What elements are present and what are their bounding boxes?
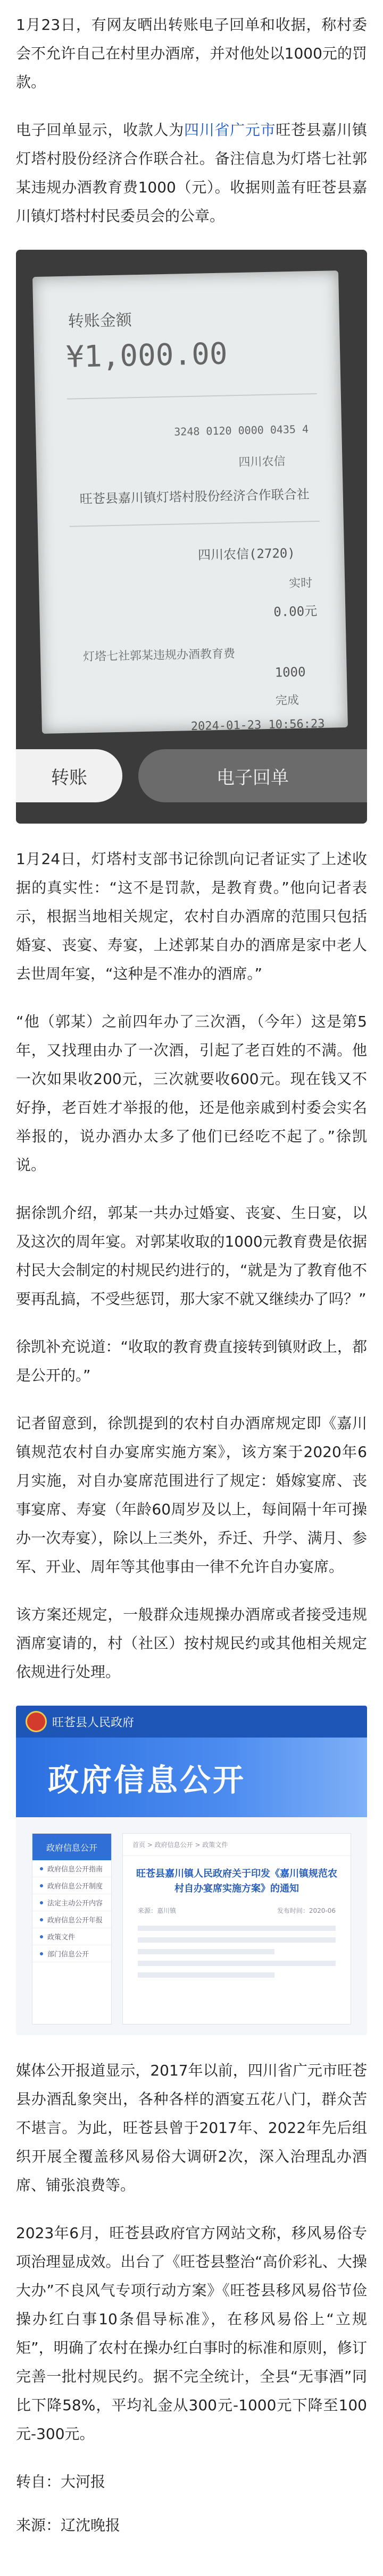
text-placeholder-bar xyxy=(138,1961,336,1966)
divider xyxy=(67,393,317,400)
text-placeholder-bar xyxy=(138,1937,336,1943)
text-placeholder-bar xyxy=(138,1926,336,1931)
receipt-paper xyxy=(32,270,348,734)
payer-bank: 四川农信(2720) xyxy=(197,545,296,563)
source-repost: 转自：大河报 xyxy=(16,2473,106,2490)
fee-value: 0.00元 xyxy=(273,604,318,620)
amount-label: 转账金额 xyxy=(68,311,132,331)
paragraph-9: 媒体公开报道显示，2017年以前，四川省广元市旺苍县办酒乱象突出，各种各样的酒宴五花八门，群众苦不堪言。为此，旺苍县曾于2017年、2022年先后组织开展全覆盖移风易俗大调研2次，深入治理乱办酒席、铺张浪费等。 xyxy=(16,2062,367,2194)
paragraph-1: 1月23日，有网友晒出转账电子回单和收据，称村委会不允许自己在村里办酒席，并对他处以1000元的罚款。 xyxy=(16,16,367,91)
gov-banner xyxy=(16,1738,367,1817)
text-placeholder-bar xyxy=(138,1972,274,1978)
gov-header xyxy=(16,1706,367,1738)
sidebar-item[interactable]: 政府信息公开年报 xyxy=(32,1911,111,1928)
memo-text: 灯塔七社郭某违规办酒教育费 xyxy=(82,647,236,664)
amount-value: ¥1,000.00 xyxy=(65,336,228,375)
sidebar-heading: 政府信息公开 xyxy=(32,1834,111,1860)
divider xyxy=(70,521,320,527)
memo-amount: 1000 xyxy=(274,664,306,680)
paragraph-8: 该方案还规定，一般群众违规操办酒席或者接受违规酒席宴请的，村（社区）按村规民约或其他相关规定依规进行处理。 xyxy=(16,1606,367,1681)
document-date: 发布时间：2020-06 xyxy=(277,1907,336,1914)
paragraph-5: 据徐凯介绍，郭某一共办过婚宴、丧宴、生日宴，以及这次的周年宴。对郭某收取的1000元教育费是依据村民大会制定的村规民约进行的，“就是为了教育他不要再乱搞，不受些惩罚，那大家不就又继续办了吗？” xyxy=(16,1204,367,1308)
gov-site-name: 旺苍县人民政府 xyxy=(52,1716,135,1730)
sidebar-item[interactable]: 部门信息公开 xyxy=(32,1945,111,1962)
paragraph-2-part-a: 电子回单显示，收款人为 xyxy=(16,121,184,139)
gov-sidebar xyxy=(32,1833,112,2024)
document-title: 旺苍县嘉川镇人民政府关于印发《嘉川镇规范农村自办宴席实施方案》的通知 xyxy=(136,1868,337,1894)
banner-title: 政府信息公开 xyxy=(48,1762,246,1798)
sidebar-item[interactable]: 政府信息公开指南 xyxy=(32,1860,111,1877)
paragraph-6: 徐凯补充说道：“收取的教育费直接转到镇财政上，都是公开的。” xyxy=(16,1338,367,1384)
paragraph-2 xyxy=(16,116,367,231)
transfer-button[interactable]: 转账 xyxy=(16,749,122,802)
bank-name: 四川农信 xyxy=(238,455,286,470)
breadcrumb: 首页 > 政府信息公开 > 政策文件 xyxy=(123,1834,351,1856)
document-source: 来源：嘉川镇 xyxy=(138,1907,177,1914)
paragraph-3: 1月24日，灯塔村支部书记徐凯向记者证实了上述收据的真实性：“这不是罚款，是教育费。”他向记者表示，根据当地相关规定，农村自办酒席的范围只包括婚宴、丧宴、寿宴，上述郭某自办的酒席是家中老人去世周年宴，“这种是不准办的酒席。” xyxy=(16,850,367,982)
gov-website-screenshot xyxy=(16,1706,367,2035)
payee-name: 旺苍县嘉川镇灯塔村股份经济合作联合社 xyxy=(79,487,310,507)
timestamp: 2024-01-23 10:56:23 xyxy=(190,717,325,734)
document-meta xyxy=(123,1902,351,1919)
paragraph-10: 2023年6月，旺苍县政府官方网站文称，移风易俗专项治理显成效。出台了《旺苍县整治“高价彩礼、大操大办”不良风气专项行动方案》《旺苍县移风易俗节俭操办红白事10条倡导标准》，在移风易俗上“立规矩”，明确了农村在操办红白事时的标准和原则，修订完善一批村规民约。据不完全统计，全县“无事酒”同比下降58%，平均礼金从300元-1000元下降至100元-300元。 xyxy=(16,2224,367,2443)
sidebar-item[interactable]: 政策文件 xyxy=(32,1928,111,1945)
source-origin: 来源：辽沈晚报 xyxy=(16,2516,121,2534)
account-number: 3248 0120 0000 0435 4 xyxy=(173,422,309,438)
paragraph-4: “他（郭某）之前四年办了三次酒，（今年）这是第5年，又找理由办了一次酒，引起了老百姓的不满。他一次如果收200元，三次就要收600元。现在钱又不好挣，老百姓才举报的他，还是他亲戚到村委会实名举报的，说办酒办太多了他们已经吃不起了。”徐凯说。 xyxy=(16,1013,367,1174)
e-receipt-button[interactable]: 电子回单 xyxy=(138,749,367,802)
paragraph-7: 记者留意到，徐凯提到的农村自办酒席规定即《嘉川镇规范农村自办宴席实施方案》，该方案于2020年6月实施，对自办宴席范围进行了规定：婚嫁宴席、丧事宴席、寿宴（年龄60周岁及以上，每间隔十年可操办一次寿宴），除以上三类外，乔迁、升学、满月、参军、开业、周年等其他事由一律不允许自办宴席。 xyxy=(16,1414,367,1575)
gov-main xyxy=(122,1833,351,2024)
receipt-photo xyxy=(16,250,367,824)
sidebar-item[interactable]: 政府信息公开制度 xyxy=(32,1877,111,1894)
national-emblem-icon xyxy=(26,1711,47,1732)
status-text: 完成 xyxy=(275,693,299,708)
text-placeholder-bar xyxy=(138,1949,274,1954)
gov-body xyxy=(16,1817,367,2035)
paragraph-2-part-b: 旺苍县嘉川镇灯塔村股份经济合作联合社。备注信息为灯塔七社郭某违规办酒教育费1000（元）。收据则盖有旺苍县嘉川镇灯塔村村民委员会的公章。 xyxy=(16,121,367,225)
arrival-mode: 实时 xyxy=(288,577,313,591)
location-link[interactable]: 四川省广元市 xyxy=(184,121,276,139)
sidebar-item[interactable]: 法定主动公开内容 xyxy=(32,1894,111,1911)
